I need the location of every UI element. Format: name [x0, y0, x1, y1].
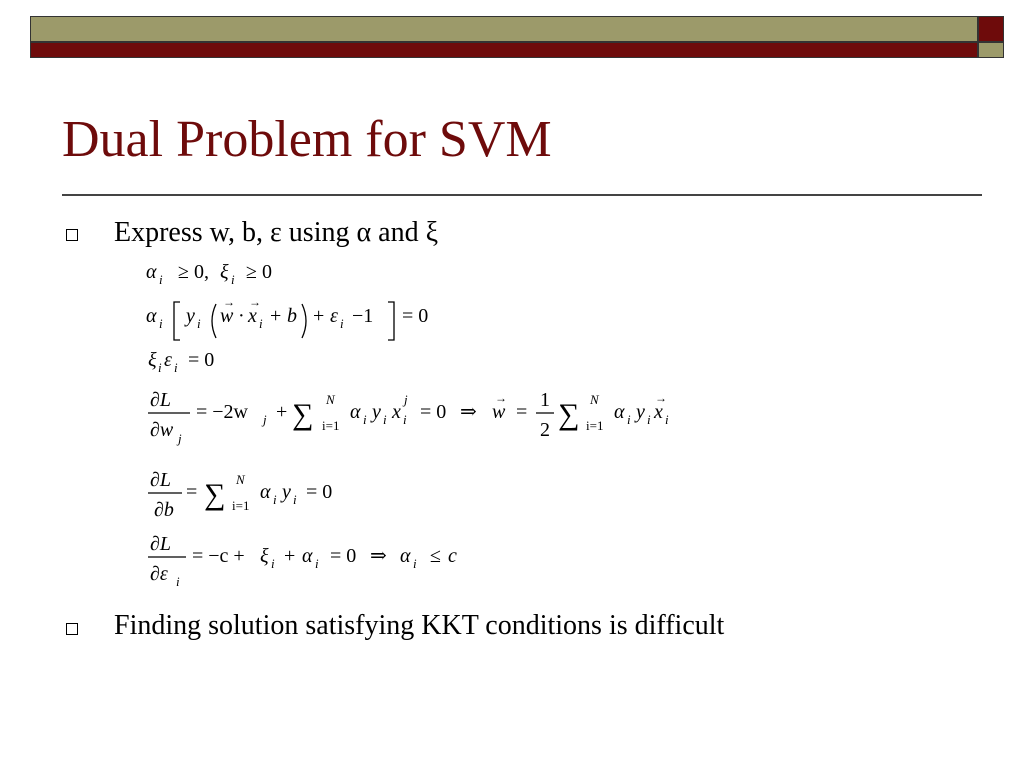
svg-text:i=1: i=1 [586, 418, 604, 433]
svg-text:i: i [315, 556, 319, 571]
svg-text:i=1: i=1 [232, 498, 250, 513]
svg-text:≤: ≤ [430, 545, 441, 567]
svg-text:→: → [223, 295, 235, 309]
bullet-2-text: Finding solution satisfying KKT conditions is difficult [114, 610, 725, 641]
svg-text:i: i [231, 272, 235, 287]
svg-text:j: j [263, 412, 267, 427]
svg-text:⇒: ⇒ [460, 401, 477, 423]
svg-text:i: i [176, 574, 180, 589]
svg-text:x: x [392, 401, 401, 423]
svg-text:= 0: = 0 [420, 401, 447, 423]
svg-text:i: i [383, 412, 387, 427]
svg-text:= 0: = 0 [188, 349, 215, 371]
svg-text:i: i [293, 492, 297, 507]
bullet-2-marker [66, 623, 78, 635]
svg-text:+: + [270, 305, 282, 327]
svg-text:→: → [249, 295, 261, 309]
svg-text:∑: ∑ [204, 478, 226, 511]
svg-text:y: y [282, 481, 291, 503]
svg-text:i: i [647, 412, 651, 427]
svg-text:ξ: ξ [220, 261, 229, 283]
svg-text:= 0: = 0 [330, 545, 357, 567]
equation-block [140, 258, 700, 598]
svg-text:∂L: ∂L [150, 533, 172, 555]
svg-text:=: = [186, 481, 198, 503]
svg-text:α: α [260, 481, 271, 503]
svg-text:2: 2 [540, 419, 550, 441]
svg-text:= −c +: = −c + [192, 545, 245, 567]
svg-text:i=1: i=1 [322, 418, 340, 433]
svg-text:∂w: ∂w [150, 419, 174, 441]
svg-text:→: → [495, 391, 507, 405]
svg-text:y: y [372, 401, 381, 423]
svg-text:+: + [284, 545, 296, 567]
svg-text:b: b [287, 305, 297, 327]
svg-text:·: · [238, 305, 245, 327]
svg-text:i: i [665, 412, 669, 427]
bullet-1-text: Express w, b, ε using α and ξ [114, 217, 439, 248]
svg-text:∂ε: ∂ε [150, 563, 168, 585]
svg-text:ξ: ξ [148, 349, 157, 371]
eq-constraint-nonneg [146, 261, 272, 287]
svg-text:x: x [654, 401, 663, 423]
eq-gradient-w [148, 389, 669, 446]
svg-text:y: y [636, 401, 645, 423]
eq-slack-product [148, 349, 214, 375]
svg-text:= −2w: = −2w [196, 401, 249, 423]
svg-text:α: α [146, 261, 157, 283]
svg-text:N: N [326, 392, 335, 407]
bullet-1-marker [66, 229, 78, 241]
eq-gradient-b [148, 469, 332, 521]
svg-text:i: i [340, 316, 344, 331]
svg-text:i: i [403, 412, 407, 427]
svg-text:−1: −1 [352, 305, 374, 327]
svg-text:ε: ε [330, 305, 338, 327]
svg-text:i: i [413, 556, 417, 571]
svg-text:α: α [302, 545, 313, 567]
svg-text:i: i [159, 272, 163, 287]
svg-text:i: i [259, 316, 263, 331]
svg-text:i: i [174, 360, 178, 375]
svg-text:x: x [248, 305, 257, 327]
svg-text:i: i [271, 556, 275, 571]
svg-text:∂L: ∂L [150, 469, 172, 491]
svg-text:w: w [492, 401, 506, 423]
svg-text:c: c [448, 545, 457, 567]
svg-text:= 0: = 0 [402, 305, 429, 327]
slide-title: Dual Problem for SVM [62, 111, 552, 168]
svg-text:α: α [614, 401, 625, 423]
header-square-olive [978, 42, 1004, 58]
svg-text:≥ 0,: ≥ 0, [178, 261, 209, 283]
svg-text:j: j [404, 392, 408, 407]
svg-text:1: 1 [540, 389, 550, 411]
eq-gradient-epsilon [148, 533, 457, 589]
header-bar-red [30, 42, 978, 58]
svg-text:y: y [186, 305, 195, 327]
svg-text:i: i [197, 316, 201, 331]
svg-text:∂L: ∂L [150, 389, 172, 411]
svg-text:≥ 0: ≥ 0 [246, 261, 272, 283]
svg-text:i: i [273, 492, 277, 507]
svg-text:= 0: = 0 [306, 481, 333, 503]
svg-text:→: → [655, 391, 667, 405]
svg-text:i: i [158, 360, 162, 375]
svg-text:i: i [159, 316, 163, 331]
svg-text:∑: ∑ [292, 398, 314, 431]
svg-text:∑: ∑ [558, 398, 580, 431]
title-divider [62, 194, 982, 196]
svg-text:j: j [178, 431, 182, 446]
svg-text:=: = [516, 401, 528, 423]
svg-text:α: α [400, 545, 411, 567]
svg-text:+: + [313, 305, 325, 327]
svg-text:⇒: ⇒ [370, 545, 387, 567]
svg-text:i: i [627, 412, 631, 427]
svg-text:i: i [363, 412, 367, 427]
eq-complementary-slackness [146, 295, 428, 340]
header-bar-olive [30, 16, 978, 42]
svg-text:α: α [146, 305, 157, 327]
header-square-red [978, 16, 1004, 42]
svg-text:∂b: ∂b [154, 499, 174, 521]
svg-text:N: N [590, 392, 599, 407]
svg-text:ξ: ξ [260, 545, 269, 567]
svg-text:w: w [220, 305, 234, 327]
svg-text:N: N [236, 472, 245, 487]
svg-text:α: α [350, 401, 361, 423]
svg-text:ε: ε [164, 349, 172, 371]
svg-text:+: + [276, 401, 288, 423]
